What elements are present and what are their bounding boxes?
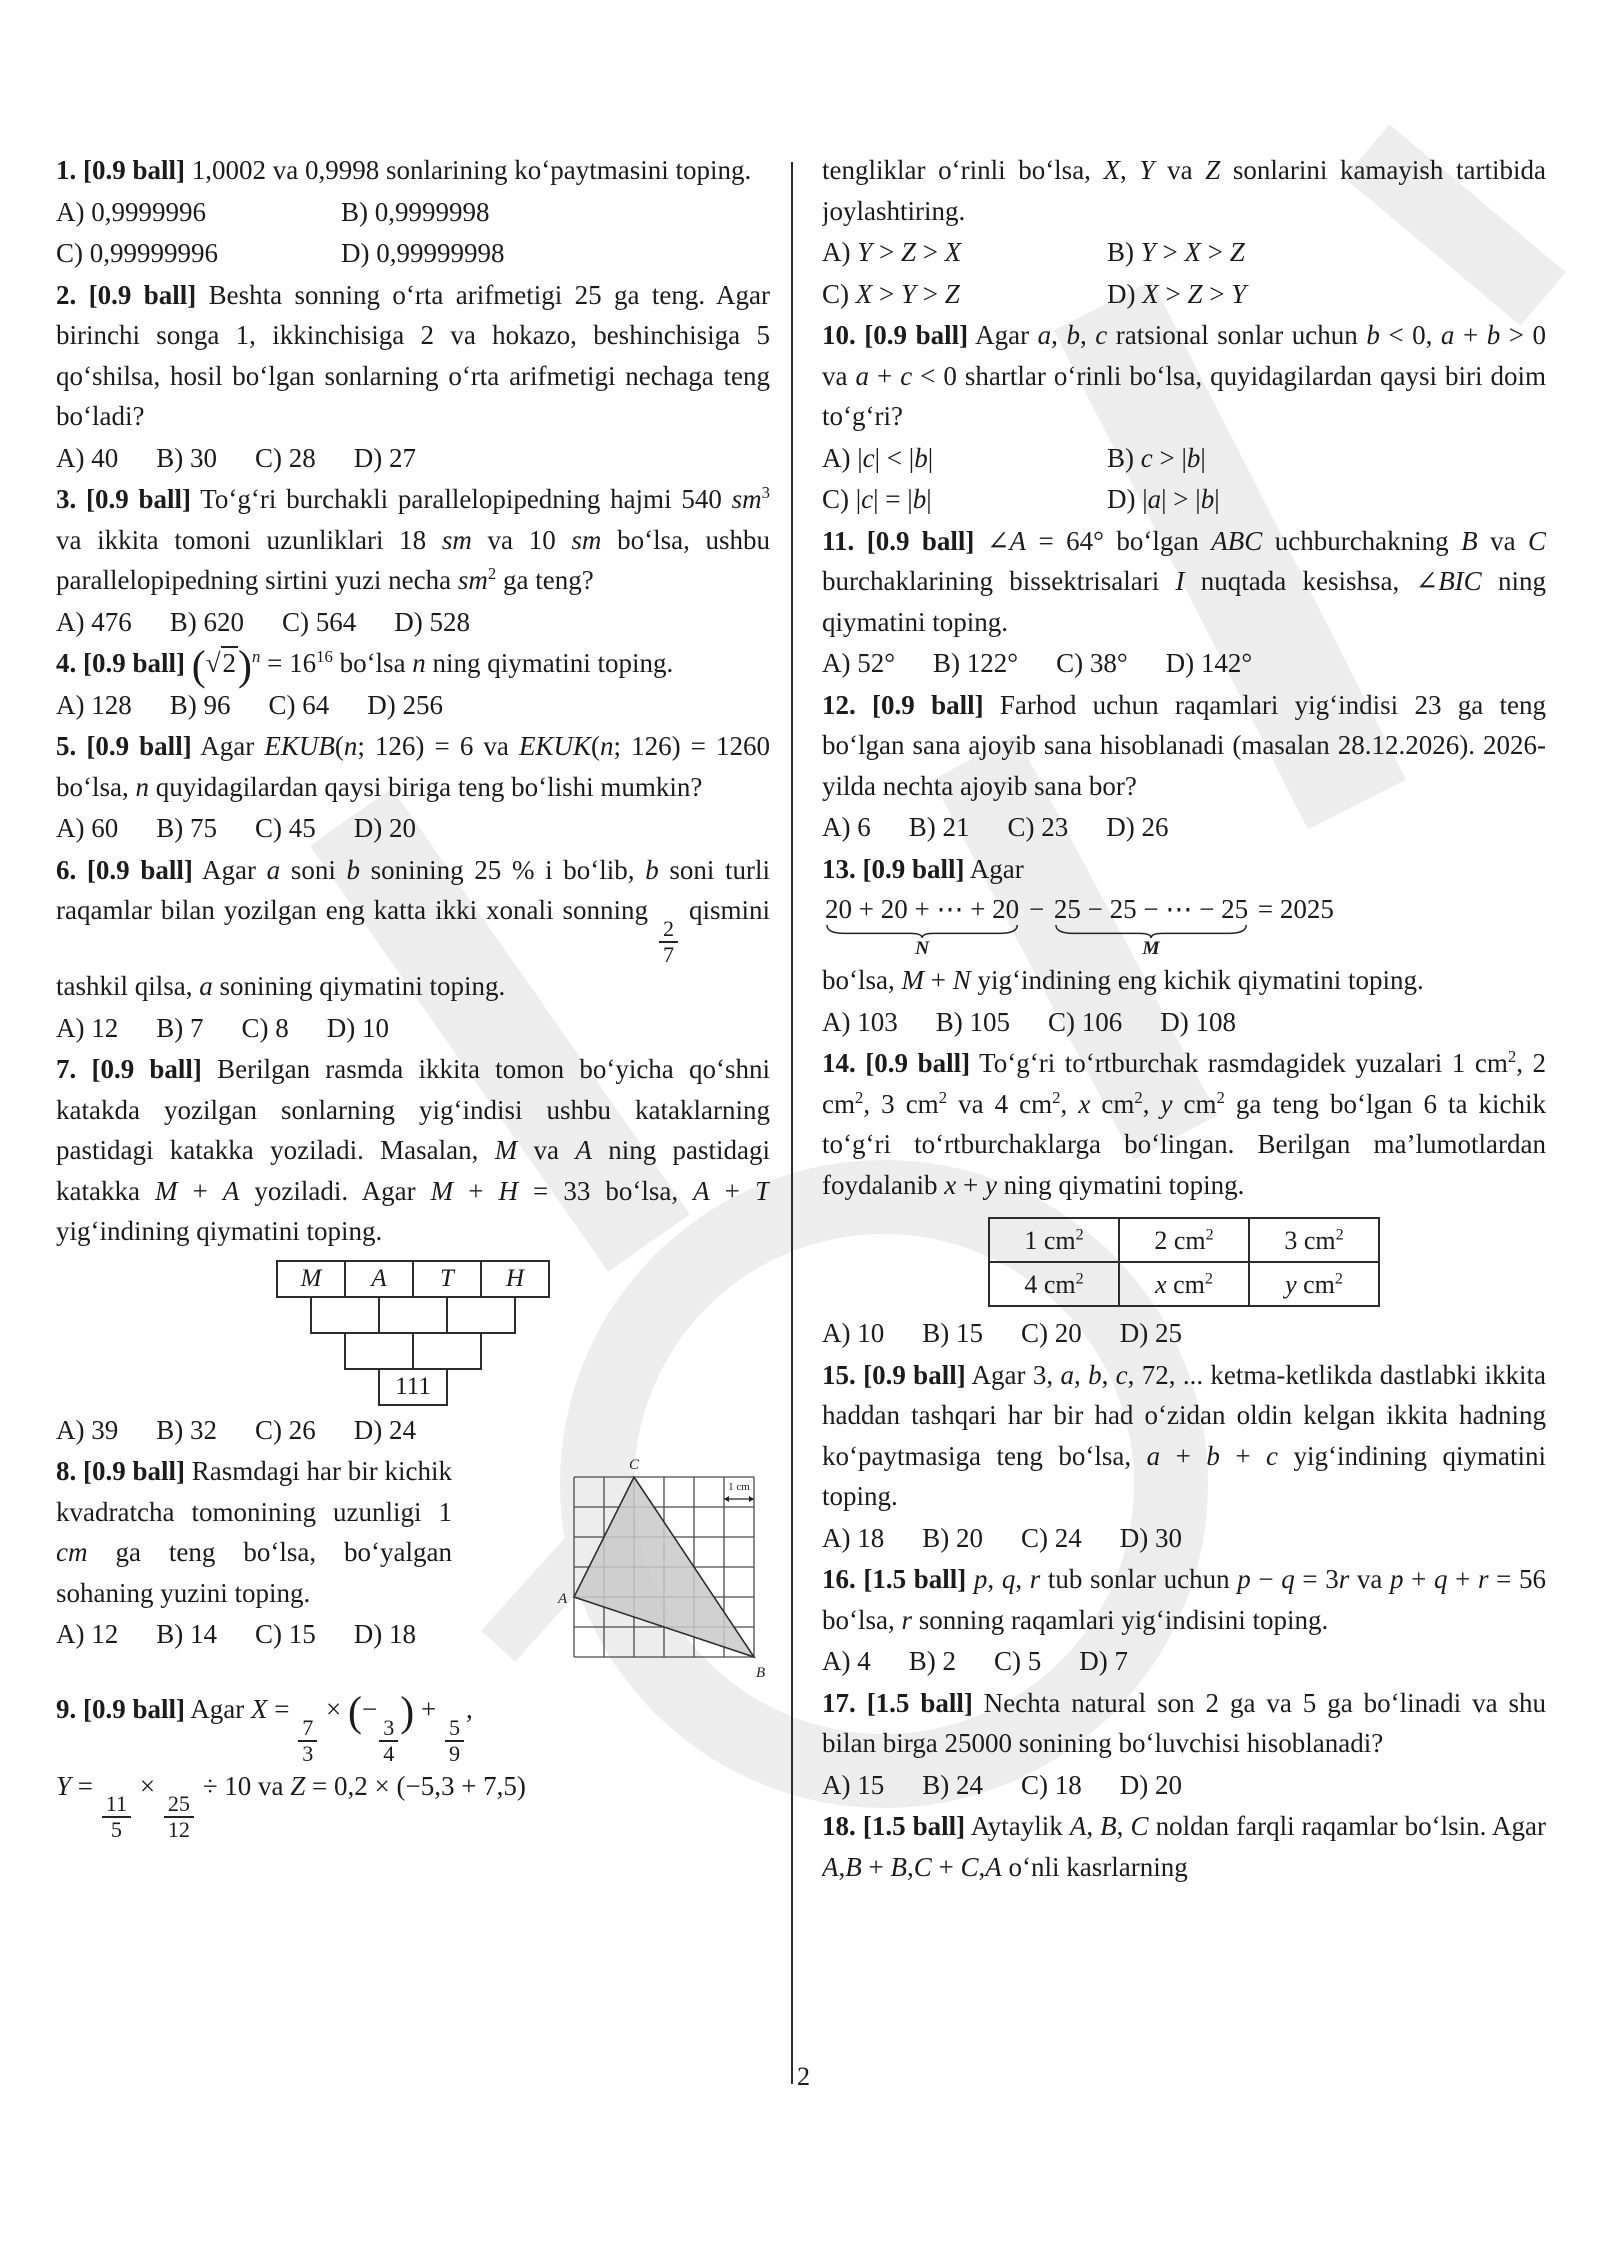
options-row	[56, 1614, 452, 1655]
triangle-grid-figure	[460, 1453, 770, 1687]
svg-text:C: C	[629, 1457, 640, 1474]
pyramid-cell	[310, 1296, 380, 1334]
option: D) 20	[1119, 1769, 1182, 1800]
option: A) 12	[56, 1619, 119, 1650]
page-number: 2	[797, 2062, 810, 2091]
option: B) 620	[169, 606, 244, 637]
option: A) 15	[822, 1769, 885, 1800]
pyramid-cell: 111	[378, 1368, 448, 1406]
question-points: [0.9 ball]	[864, 320, 969, 350]
question-points: [0.9 ball]	[86, 854, 193, 885]
option: A) 128	[56, 689, 132, 720]
option: D) 108	[1160, 1006, 1236, 1037]
options-row	[822, 643, 1546, 684]
option: C) 38°	[1056, 648, 1128, 678]
question	[822, 1355, 1546, 1560]
pyramid-cell	[412, 1332, 482, 1370]
question-text: 16. [1.5 ball] p, q, r tub sonlar uchun p − q = 3r va p + q + r = 56 bo‘lsa, r sonning raqamlari yig‘indisini toping.	[822, 1564, 1546, 1635]
underbrace-expression: 25 − 25 − ⋯ − 25 M	[1053, 894, 1249, 960]
options-row	[822, 274, 1546, 315]
question-number: 9.	[56, 1694, 77, 1725]
question-points: [0.9 ball]	[862, 853, 965, 884]
pyramid-row	[276, 1260, 550, 1298]
option: A) 52°	[822, 648, 896, 678]
options-row	[822, 1518, 1546, 1559]
option: C) 8	[241, 1012, 289, 1043]
question-text: tengliklar o‘rinli bo‘lsa, X, Y va Z sonlarini kamayish tartibida joylashtiring.	[822, 155, 1546, 226]
options-row	[56, 233, 770, 274]
option: B) 20	[922, 1522, 983, 1553]
question-points: [0.9 ball]	[83, 155, 186, 185]
option: A) 4	[822, 1646, 871, 1677]
pyramid-cell: T	[412, 1260, 482, 1298]
option: B) 14	[156, 1619, 217, 1650]
option: A) |c| < |b|	[822, 442, 934, 473]
question	[56, 1049, 770, 1451]
option: D) X > Z > Y	[1107, 278, 1247, 309]
option: B) 15	[922, 1318, 983, 1349]
options-row	[56, 808, 770, 849]
option: C) 23	[1007, 812, 1069, 842]
question-text: 15. [0.9 ball] Agar 3, a, b, c, 72, ... ketma-ketlikda dastlabki ikkita haddan tashqari har bir had o‘zidan oldin kelgan ikkita hadning ko‘paytmasiga teng bo‘lsa, a + b + c yig‘indining qiymatini toping.	[822, 1359, 1546, 1512]
svg-text:1 cm: 1 cm	[728, 1481, 750, 1494]
sqrt-expression: √2	[205, 648, 237, 678]
pyramid-cell	[344, 1332, 414, 1370]
option: B) 75	[156, 813, 217, 843]
question-number: 18.	[822, 1811, 856, 1842]
option: D) 18	[353, 1619, 416, 1650]
question-number: 7.	[56, 1054, 77, 1085]
option: A) 40	[56, 442, 119, 473]
fraction: $\frac{3}{4}$	[379, 1716, 398, 1766]
question-number: 16.	[822, 1564, 856, 1595]
option: B) 7	[156, 1012, 204, 1043]
options-row	[822, 1765, 1546, 1806]
option: B) 24	[922, 1769, 983, 1800]
underbrace-expression: 20 + 20 + ⋯ + 20 N	[825, 894, 1020, 960]
question	[822, 1559, 1546, 1683]
question-points: [1.5 ball]	[862, 1811, 966, 1842]
question-points: [0.9 ball]	[83, 648, 186, 678]
options-row	[56, 602, 770, 643]
question	[56, 850, 770, 1050]
option: C) 64	[268, 689, 330, 720]
question-points: [0.9 ball]	[865, 1048, 971, 1079]
question-text: 14. [0.9 ball] To‘g‘ri to‘rtburchak rasmdagidek yuzalari 1 $cm^2$, 2 $cm^2$, 3 $cm^2$ va 4 $cm^2$, x $cm^2$, y $cm^2$ ga teng bo‘lgan 6 ta kichik to‘g‘ri to‘rtburchaklarga bo‘lingan. Berilgan ma’lumotlardan foydalanib x + y ning qiymatini toping.	[822, 1047, 1546, 1200]
question-number: 1.	[56, 155, 77, 185]
option: D) 10	[326, 1012, 389, 1043]
question-text: 9. [0.9 ball] Agar X = $\frac{7}{3}$ × (− $\frac{3}{4}$ ) + $\frac{5}{9}$ , Y = $\frac{11}{5}$ × $\frac{25}{12}$ ÷ 10 va Z = 0,2 × (−5,3 + 7,5)	[56, 1689, 526, 1843]
column-divider	[791, 162, 793, 2084]
fraction: $\frac{7}{3}$	[298, 1716, 317, 1766]
question	[56, 150, 770, 275]
question-number: 11.	[822, 525, 855, 556]
table-cell: 2 $cm^2$	[1119, 1218, 1249, 1262]
question	[822, 1683, 1546, 1807]
question-text: 4. [0.9 ball] $(√2)^n = 16^{16}$ bo‘lsa n ning qiymatini toping.	[56, 643, 674, 690]
option: D) 27	[353, 442, 416, 473]
pyramid-cell: M	[276, 1260, 346, 1298]
table-cell: y $cm^2$	[1249, 1262, 1379, 1306]
option: A) 6	[822, 812, 871, 842]
option: A) 476	[56, 606, 132, 637]
option: A) 60	[56, 813, 119, 843]
question-text: 1. [0.9 ball] 1,0002 va 0,9998 sonlarining ko‘paytmasini toping.	[56, 155, 752, 185]
pyramid-cell	[378, 1296, 448, 1334]
question-text: 2. [0.9 ball] Beshta sonning o‘rta arifmetigi 25 ga teng. Agar birinchi songa 1, ikkinchisiga 2 va hokazo, beshinchisiga 5 qo‘shilsa, hosil bo‘lgan sonlarning o‘rta arifmetigi nechaga teng bo‘ladi?	[56, 279, 770, 431]
table-row	[989, 1262, 1379, 1306]
option: B) 0,9999998	[341, 196, 490, 227]
option: C) 564	[282, 606, 357, 637]
question-points: [0.9 ball]	[863, 1359, 966, 1390]
question-points: [0.9 ball]	[866, 525, 975, 556]
question-number: 14.	[822, 1048, 856, 1079]
question-number: 10.	[822, 320, 856, 350]
option: B) 96	[169, 689, 231, 720]
option: D) 142°	[1165, 648, 1253, 678]
table-cell: x $cm^2$	[1119, 1262, 1249, 1306]
question-number: 13.	[822, 853, 856, 884]
option: B) c > |b|	[1107, 442, 1206, 473]
pyramid-row	[276, 1296, 550, 1334]
fraction: $\frac{2}{7}$	[659, 917, 678, 967]
question-text: 6. [0.9 ball] Agar a soni b sonining 25 % i bo‘lib, b soni turli raqamlar bilan yozilgan eng katta ikki xonali sonning $\frac{2}{7}$ qismini tashkil qilsa, a sonining qiymatini toping.	[56, 854, 770, 1002]
options-row	[822, 1313, 1546, 1354]
question-number: 2.	[56, 279, 77, 310]
option: A) 18	[822, 1522, 885, 1553]
question-points: [1.5 ball]	[866, 1687, 973, 1718]
pyramid-row	[276, 1368, 550, 1406]
question-number: 5.	[56, 731, 77, 761]
options-row	[822, 232, 1546, 273]
options-row	[822, 1002, 1546, 1043]
question	[56, 1451, 770, 1689]
question	[56, 275, 770, 480]
options-row	[56, 438, 770, 479]
question-points: [0.9 ball]	[83, 1456, 186, 1487]
option: C) 106	[1048, 1006, 1123, 1037]
option: D) 0,99999998	[341, 238, 505, 268]
option: B) Y > X > Z	[1107, 237, 1245, 267]
question	[56, 643, 770, 726]
underbrace-icon	[825, 925, 1019, 938]
triangle-grid-svg	[556, 1453, 770, 1687]
option: D) 20	[353, 813, 416, 843]
question-points: [0.9 ball]	[86, 731, 192, 761]
question	[822, 315, 1546, 521]
table-cell: 1 $cm^2$	[989, 1218, 1119, 1262]
question-number: 17.	[822, 1687, 856, 1718]
option: C) 28	[255, 442, 316, 473]
question-points: [0.9 ball]	[86, 484, 192, 514]
question-points: [0.9 ball]	[872, 689, 984, 720]
option: C) 15	[255, 1619, 316, 1650]
options-row	[56, 685, 770, 726]
options-row	[822, 438, 1546, 479]
option: D) 25	[1119, 1318, 1182, 1349]
option: C) 5	[994, 1646, 1042, 1677]
question-number: 4.	[56, 648, 77, 678]
question-text: 8. [0.9 ball] Rasmdagi har bir kichik kvadratcha tomonining uzunligi 1 cm ga teng bo‘lsa, bo‘yalgan sohaning yuzini toping.	[56, 1456, 452, 1608]
option: B) 122°	[933, 648, 1019, 678]
left-column	[56, 150, 770, 1842]
question	[822, 150, 1546, 315]
option: D) 256	[367, 689, 443, 720]
option: A) 10	[822, 1318, 885, 1349]
option: A) 0,9999996	[56, 196, 206, 227]
option: D) 528	[394, 606, 470, 637]
underbrace-icon	[1054, 925, 1248, 938]
option: A) 39	[56, 1414, 119, 1445]
question	[822, 685, 1546, 849]
options-row	[56, 192, 770, 233]
option: D) 26	[1106, 812, 1169, 842]
question	[822, 521, 1546, 685]
question-number: 3.	[56, 484, 77, 514]
question-number: 6.	[56, 854, 77, 885]
options-row	[822, 1641, 1546, 1682]
option: A) 12	[56, 1012, 119, 1043]
question	[822, 1806, 1546, 1887]
svg-text:B: B	[756, 1665, 766, 1682]
table-cell: 4 $cm^2$	[989, 1262, 1119, 1306]
option: C) 24	[1021, 1522, 1082, 1553]
fraction: $\frac{25}{12}$	[164, 1792, 194, 1842]
fraction: $\frac{5}{9}$	[445, 1716, 464, 1766]
right-column	[822, 150, 1546, 1887]
option: D) 7	[1079, 1646, 1128, 1677]
option: A) 103	[822, 1006, 898, 1037]
question	[822, 1043, 1546, 1355]
options-row	[56, 1410, 770, 1451]
table-cell: 3 $cm^2$	[1249, 1218, 1379, 1262]
question-text: 10. [0.9 ball] Agar a, b, c ratsional sonlar uchun b < 0, a + b > 0 va a + c < 0 shartlar o‘rinli bo‘lsa, quyidagilardan qaysi biri doim to‘g‘ri?	[822, 320, 1546, 431]
table-row	[989, 1218, 1379, 1262]
question	[56, 479, 770, 643]
options-row	[56, 1008, 770, 1049]
svg-text:A: A	[558, 1591, 568, 1608]
option: A) Y > Z > X	[822, 237, 962, 267]
option: C) X > Y > Z	[822, 278, 960, 309]
question	[56, 726, 770, 850]
pyramid-cell: A	[344, 1260, 414, 1298]
options-row	[822, 807, 1546, 848]
option: C) 45	[255, 813, 316, 843]
question-text: 12. [0.9 ball] Farhod uchun raqamlari yig‘indisi 23 ga teng bo‘lgan sana ajoyib sana hisoblanadi (masalan 28.12.2026). 2026-yilda nechta ajoyib sana bor?	[822, 689, 1546, 801]
question-text: 5. [0.9 ball] Agar EKUB(n; 126) = 6 va EKUK(n; 126) = 1260 bo‘lsa, n quyidagilardan qaysi biriga teng bo‘lishi mumkin?	[56, 731, 770, 802]
options-row	[822, 479, 1546, 520]
pyramid-row	[276, 1332, 550, 1370]
question-points: [1.5 ball]	[863, 1564, 967, 1595]
option: B) 21	[908, 812, 970, 842]
question-points: [0.9 ball]	[83, 1694, 186, 1725]
question-text: 3. [0.9 ball] To‘g‘ri burchakli parallelopipedning hajmi 540 $sm^3$ va ikkita tomoni uzunliklari 18 sm va 10 sm bo‘lsa, ushbu parallelopipedning sirtini yuzi necha $sm^2$ ga teng?	[56, 483, 770, 595]
option: C) 20	[1021, 1318, 1082, 1349]
question-text: 11. [0.9 ball] ∠A = 64° bo‘lgan ABC uchburchakning B va C burchaklarining bissektrisalari I nuqtada kesishsa, ∠BIC ning qiymatini toping.	[822, 525, 1546, 637]
letter-pyramid-figure	[276, 1260, 550, 1406]
question-number: 12.	[822, 689, 856, 720]
pyramid-cell	[446, 1296, 516, 1334]
option: C) 26	[255, 1414, 316, 1445]
option: D) 30	[1119, 1522, 1182, 1553]
option: B) 32	[156, 1414, 217, 1445]
option: B) 30	[156, 442, 217, 473]
question-text: 13. [0.9 ball] Agar 20 + 20 + ⋯ + 20 N − 25 − 25 − ⋯ − 25 M = 2025 bo‘lsa, M + N yig‘indining eng kichik qiymatini toping.	[822, 853, 1424, 996]
question-points: [0.9 ball]	[91, 1054, 202, 1085]
areas-table	[988, 1217, 1380, 1307]
question-number: 15.	[822, 1359, 856, 1390]
question-text: 7. [0.9 ball] Berilgan rasmda ikkita tomon bo‘yicha qo‘shni katakda yozilgan sonlarning yig‘indisi ushbu kataklarning pastidagi katakka yoziladi. Masalan, M va A ning pastidagi katakka M + A yoziladi. Agar M + H = 33 bo‘lsa, A + T yig‘indining qiymatini toping.	[56, 1054, 770, 1247]
question-text: 18. [1.5 ball] Aytaylik A, B, C noldan farqli raqamlar bo‘lsin. Agar A,B + B,C + C,A o‘nli kasrlarning	[822, 1811, 1546, 1882]
question	[56, 1689, 770, 1842]
question	[822, 849, 1546, 1044]
question-number: 8.	[56, 1456, 77, 1487]
option: C) 0,99999996	[56, 238, 218, 268]
option: D) 24	[353, 1414, 416, 1445]
option: D) |a| > |b|	[1107, 484, 1220, 514]
fraction: $\frac{11}{5}$	[102, 1792, 131, 1842]
question-points: [0.9 ball]	[88, 279, 197, 310]
option: C) |c| = |b|	[822, 484, 932, 514]
pyramid-cell: H	[480, 1260, 550, 1298]
question-text: 17. [1.5 ball] Nechta natural son 2 ga va 5 ga bo‘linadi va shu bilan birga 25000 sonining bo‘luvchisi hisoblanadi?	[822, 1687, 1546, 1759]
option: B) 2	[908, 1646, 956, 1677]
option: B) 105	[935, 1006, 1010, 1037]
option: C) 18	[1021, 1769, 1082, 1800]
